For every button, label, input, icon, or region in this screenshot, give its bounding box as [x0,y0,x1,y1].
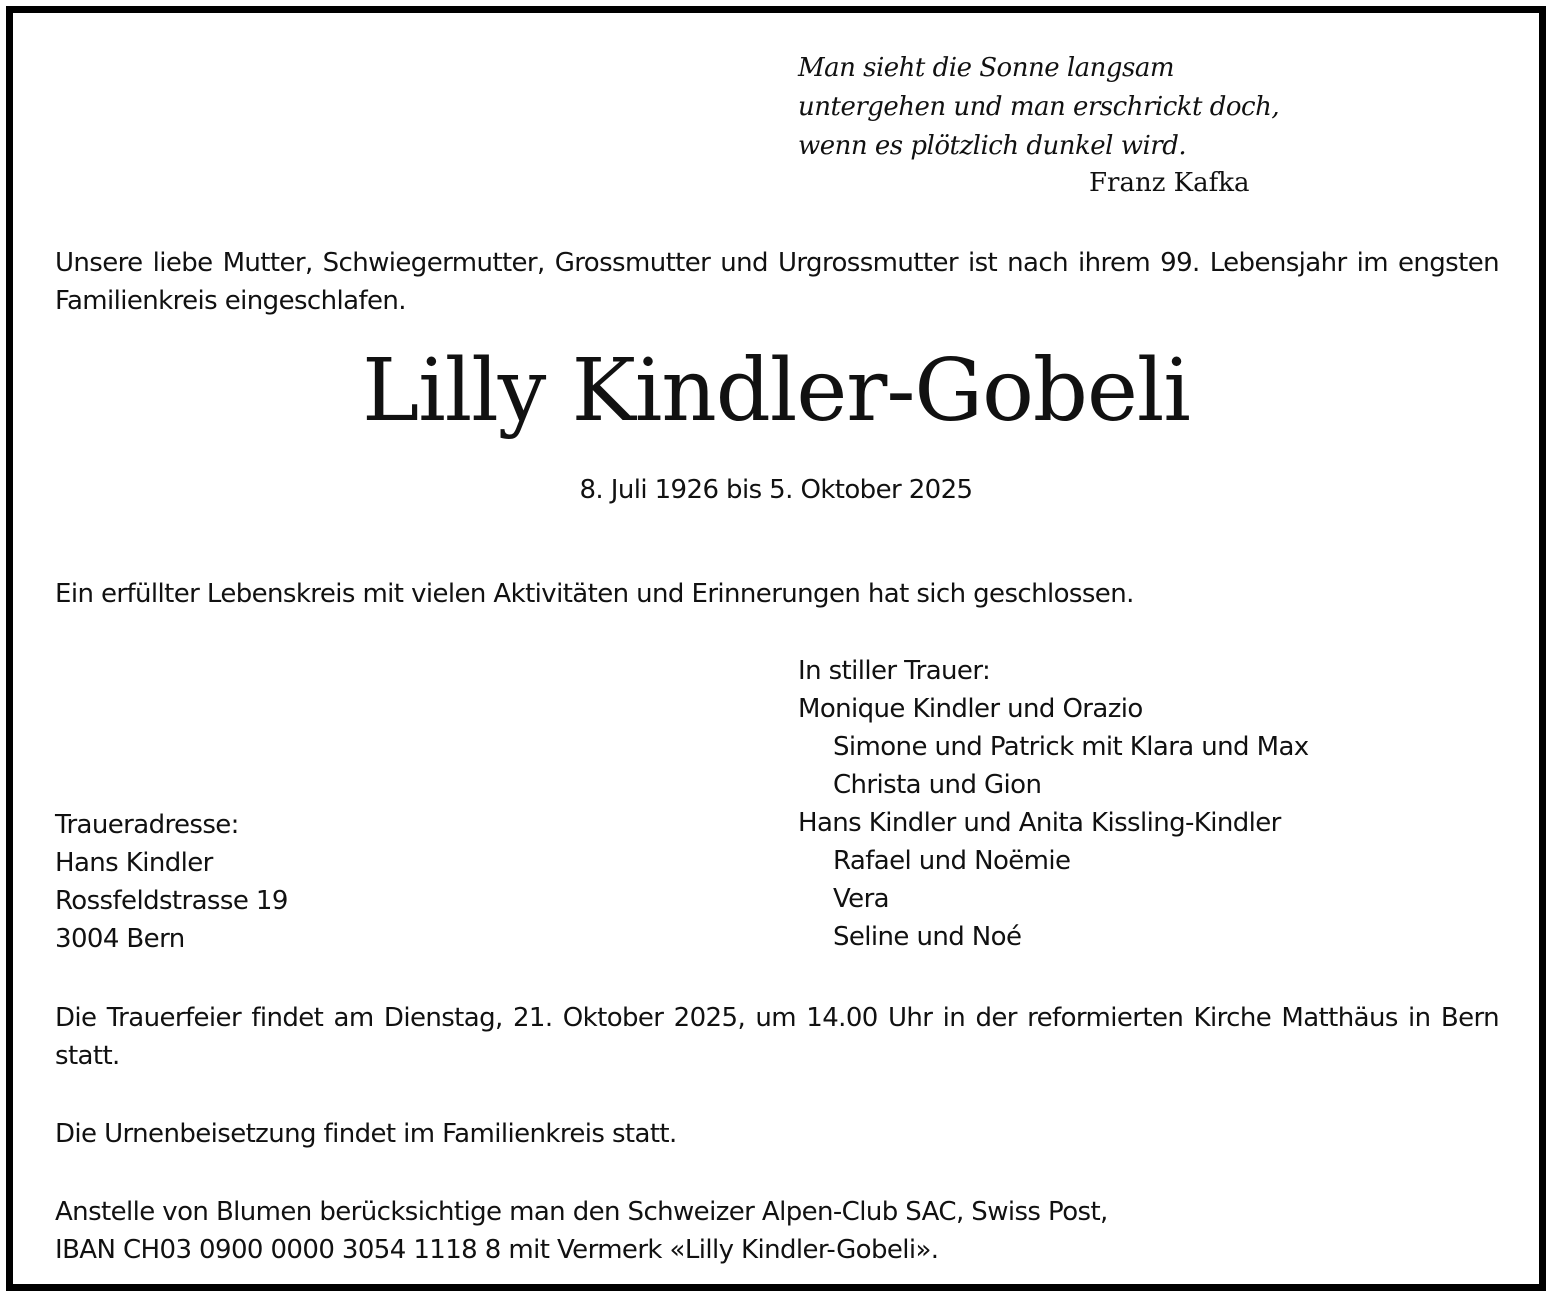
quote-line-2: untergehen und man erschrickt doch, [798,92,1280,122]
mourner-line: Monique Kindler und Orazio [798,694,1143,724]
address-name: Hans Kindler [55,848,213,878]
quote-line-1: Man sieht die Sonne langsam [798,53,1175,83]
quote-block [798,49,1279,166]
address-label: Traueradresse: [55,810,239,840]
burial-text: Die Urnenbeisetzung findet im Familienkreis statt. [55,1119,677,1149]
mourner-line: Hans Kindler und Anita Kissling-Kindler [798,808,1281,838]
address-street: Rossfeldstrasse 19 [55,886,288,916]
life-summary: Ein erfüllter Lebenskreis mit vielen Aktivitäten und Erinnerungen hat sich geschlossen. [55,579,1134,609]
donation-block [55,1193,1108,1269]
mourning-address [55,806,288,958]
donation-line-1: Anstelle von Blumen berücksichtige man den Schweizer Alpen-Club SAC, Swiss Post, [55,1197,1108,1227]
mourner-line: Christa und Gion [833,770,1042,800]
mourner-line: Seline und Noé [833,922,1022,952]
life-dates: 8. Juli 1926 bis 5. Oktober 2025 [579,475,973,505]
quote-author: Franz Kafka [1089,168,1250,198]
mourner-line: Vera [833,884,889,914]
mourner-line: Simone und Patrick mit Klara und Max [833,732,1309,762]
donation-line-2: IBAN CH03 0900 0000 3054 1118 8 mit Vermerk «Lilly Kindler-Gobeli». [55,1235,939,1265]
intro-text: Unsere liebe Mutter, Schwiegermutter, Grossmutter und Urgrossmutter ist nach ihrem 99. Lebensjahr im engsten Familienkreis eingeschlafen. [55,248,1499,316]
quote-line-3: wenn es plötzlich dunkel wird. [798,131,1187,161]
address-city: 3004 Bern [55,924,185,954]
deceased-name: Lilly Kindler-Gobeli [362,341,1190,441]
mourners-heading: In stiller Trauer: [798,656,991,686]
mourners-block [798,652,1309,956]
ceremony-text: Die Trauerfeier findet am Dienstag, 21. Oktober 2025, um 14.00 Uhr in der reformierten Kirche Matthäus in Bern statt. [55,1003,1499,1071]
obituary-notice [6,6,1546,1291]
mourner-line: Rafael und Noëmie [833,846,1071,876]
